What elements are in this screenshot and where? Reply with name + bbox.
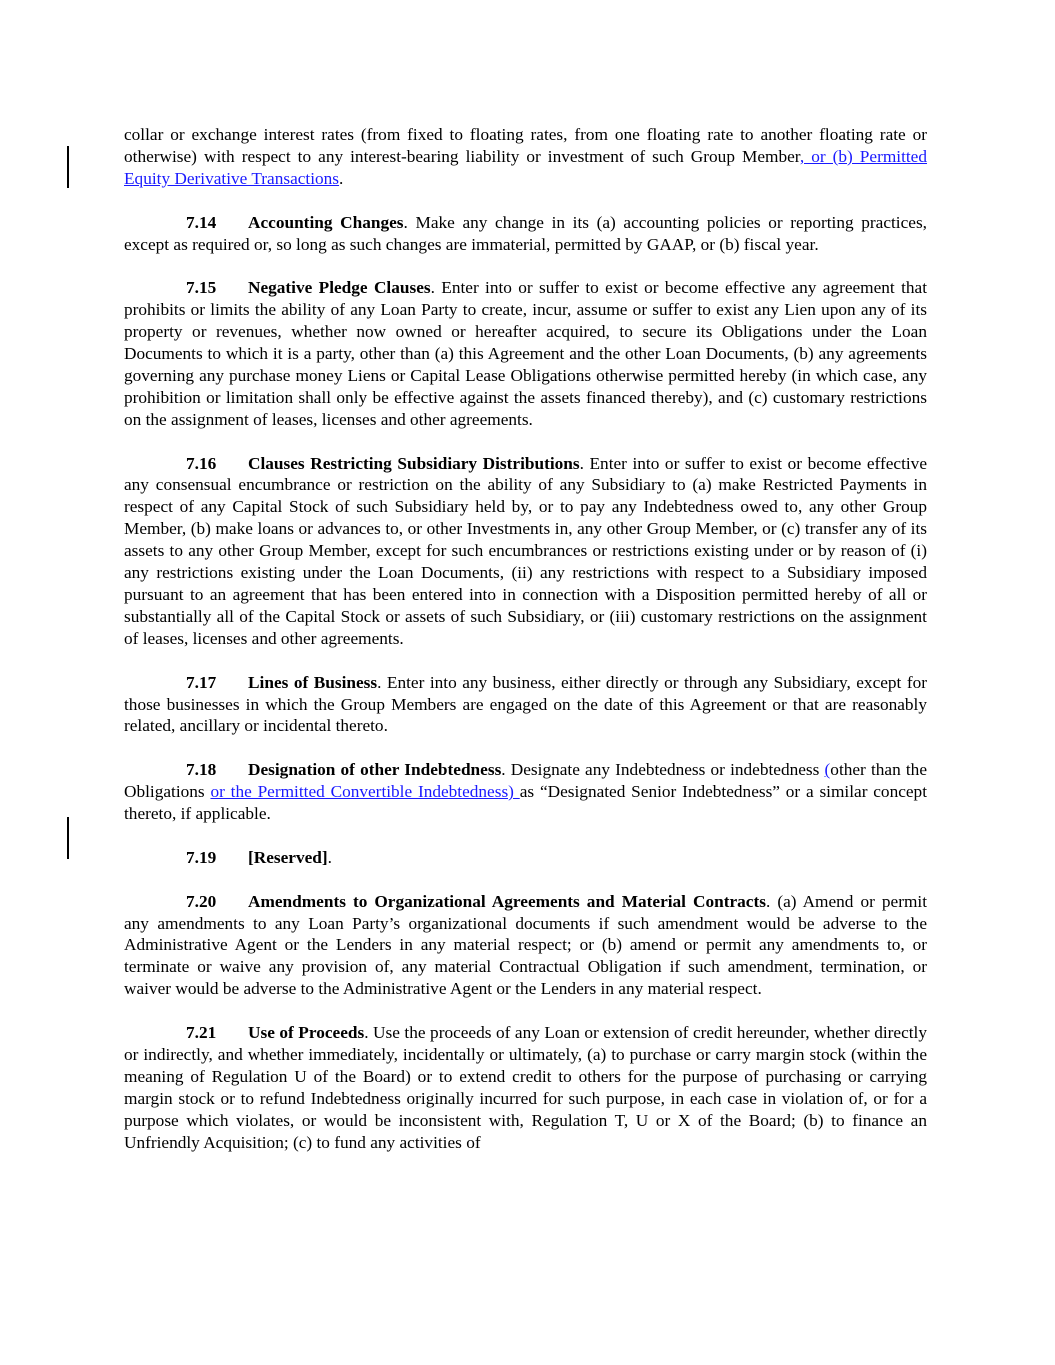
section-7-16: [124, 453, 927, 650]
section-heading: Designation of other Indebtedness: [248, 760, 502, 780]
section-heading: Lines of Business: [248, 672, 378, 692]
section-body: other than the Obligations: [124, 760, 927, 802]
section-heading: Accounting Changes: [248, 212, 404, 232]
section-number: 7.16: [186, 453, 217, 473]
inserted-text: , or (b) Permitted Equity Derivative Transactions: [124, 146, 927, 188]
section-body: . (a) Amend or permit any amendments to any Loan Party’s organizational documents if such amendment would be adverse to the Administrative Agent or the Lenders in any material respect; or (b) amend or permit any amendments to, or terminate or waive any provision of, any material Contractual Obligation if such amendment, termination, or waiver would be adverse to the Administrative Agent or the Lenders in any material respect.: [124, 891, 927, 999]
section-7-21: [124, 1022, 927, 1153]
section-heading: Use of Proceeds: [248, 1023, 365, 1043]
section-7-15: [124, 277, 927, 430]
section-heading: Amendments to Organizational Agreements and Material Contracts: [248, 891, 766, 911]
section-number: 7.18: [186, 760, 217, 780]
document-page: [124, 124, 927, 1153]
section-7-14: [124, 212, 927, 256]
change-bar: [67, 817, 69, 859]
continuation-paragraph: [124, 124, 927, 190]
section-7-20: [124, 891, 927, 1001]
inserted-text: or the Permitted Convertible Indebtedness): [210, 782, 520, 802]
section-body: . Use the proceeds of any Loan or extension of credit hereunder, whether directly or indirectly, and whether immediately, incidentally or ultimately, (a) to purchase or carry margin stock (within the meaning of Regulation U of the Board) or to extend credit to others for the purpose of purchasing or carrying margin stock or to refund Indebtedness originally incurred for such purpose, in each case in violation of, or for a purpose which violates, or would be inconsistent with, Regulation T, U or X of the Board; (b) to finance an Unfriendly Acquisition; (c) to fund any activities of: [124, 1023, 927, 1152]
section-number: 7.21: [186, 1023, 217, 1043]
section-body: . Enter into any business, either directly or through any Subsidiary, except for those businesses in which the Group Members are engaged on the date of this Agreement or that are reasonably related, ancillary or incidental thereto.: [124, 672, 927, 736]
section-7-19: [124, 847, 927, 869]
section-number: 7.15: [186, 278, 217, 298]
section-body: . Designate any Indebtedness or indebtedness: [501, 760, 825, 780]
inserted-text: (: [824, 760, 831, 780]
section-heading: Negative Pledge Clauses: [248, 278, 431, 298]
section-number: 7.14: [186, 212, 217, 232]
section-7-18: [124, 759, 927, 825]
section-7-17: [124, 672, 927, 738]
section-number: 7.19: [186, 847, 217, 867]
section-number: 7.17: [186, 672, 217, 692]
section-body: . Make any change in its (a) accounting policies or reporting practices, except as required or, so long as such changes are immaterial, permitted by GAAP, or (b) fiscal year.: [124, 212, 927, 254]
section-body: . Enter into or suffer to exist or become effective any consensual encumbrance or restriction on the ability of any Subsidiary to (a) make Restricted Payments in respect of any Capital Stock of such Subsidiary held by, or to pay any Indebtedness owed to, any other Group Member, (b) make loans or advances to, or other Investments in, any other Group Member, or (c) transfer any of its assets to any other Group Member, except for such encumbrances or restrictions existing under or by reason of (i) any restrictions existing under the Loan Documents, (ii) any restrictions with respect to a Subsidiary imposed pursuant to an agreement that has been entered into in connection with a Disposition permitted hereby of all or substantially all of the Capital Stock or assets of such Subsidiary, or (iii) customary restrictions on the assignment of leases, licenses and other agreements.: [124, 453, 927, 648]
paragraph-text: .: [339, 168, 344, 188]
change-bar: [67, 146, 69, 188]
section-heading: [Reserved]: [248, 847, 328, 867]
section-body: . Enter into or suffer to exist or become effective any agreement that prohibits or limits the ability of any Loan Party to create, incur, assume or suffer to exist any Lien upon any of its property or revenues, whether now owned or hereafter acquired, to secure its Obligations under the Loan Documents to which it is a party, other than (a) this Agreement and the other Loan Documents, (b) any agreements governing any purchase money Liens or Capital Lease Obligations otherwise permitted hereby (in which case, any prohibition or limitation shall only be effective against the assets financed thereby), and (c) customary restrictions on the assignment of leases, licenses and other agreements.: [124, 278, 927, 429]
paragraph-text: collar or exchange interest rates (from fixed to floating rates, from one floating rate to another floating rate or otherwise) with respect to any interest-bearing liability or investment of such Group Member: [124, 125, 927, 166]
section-body: .: [327, 847, 332, 867]
section-heading: Clauses Restricting Subsidiary Distributions: [248, 453, 580, 473]
section-number: 7.20: [186, 891, 217, 911]
section-body: as “Designated Senior Indebtedness” or a similar concept thereto, if applicable.: [124, 782, 927, 824]
